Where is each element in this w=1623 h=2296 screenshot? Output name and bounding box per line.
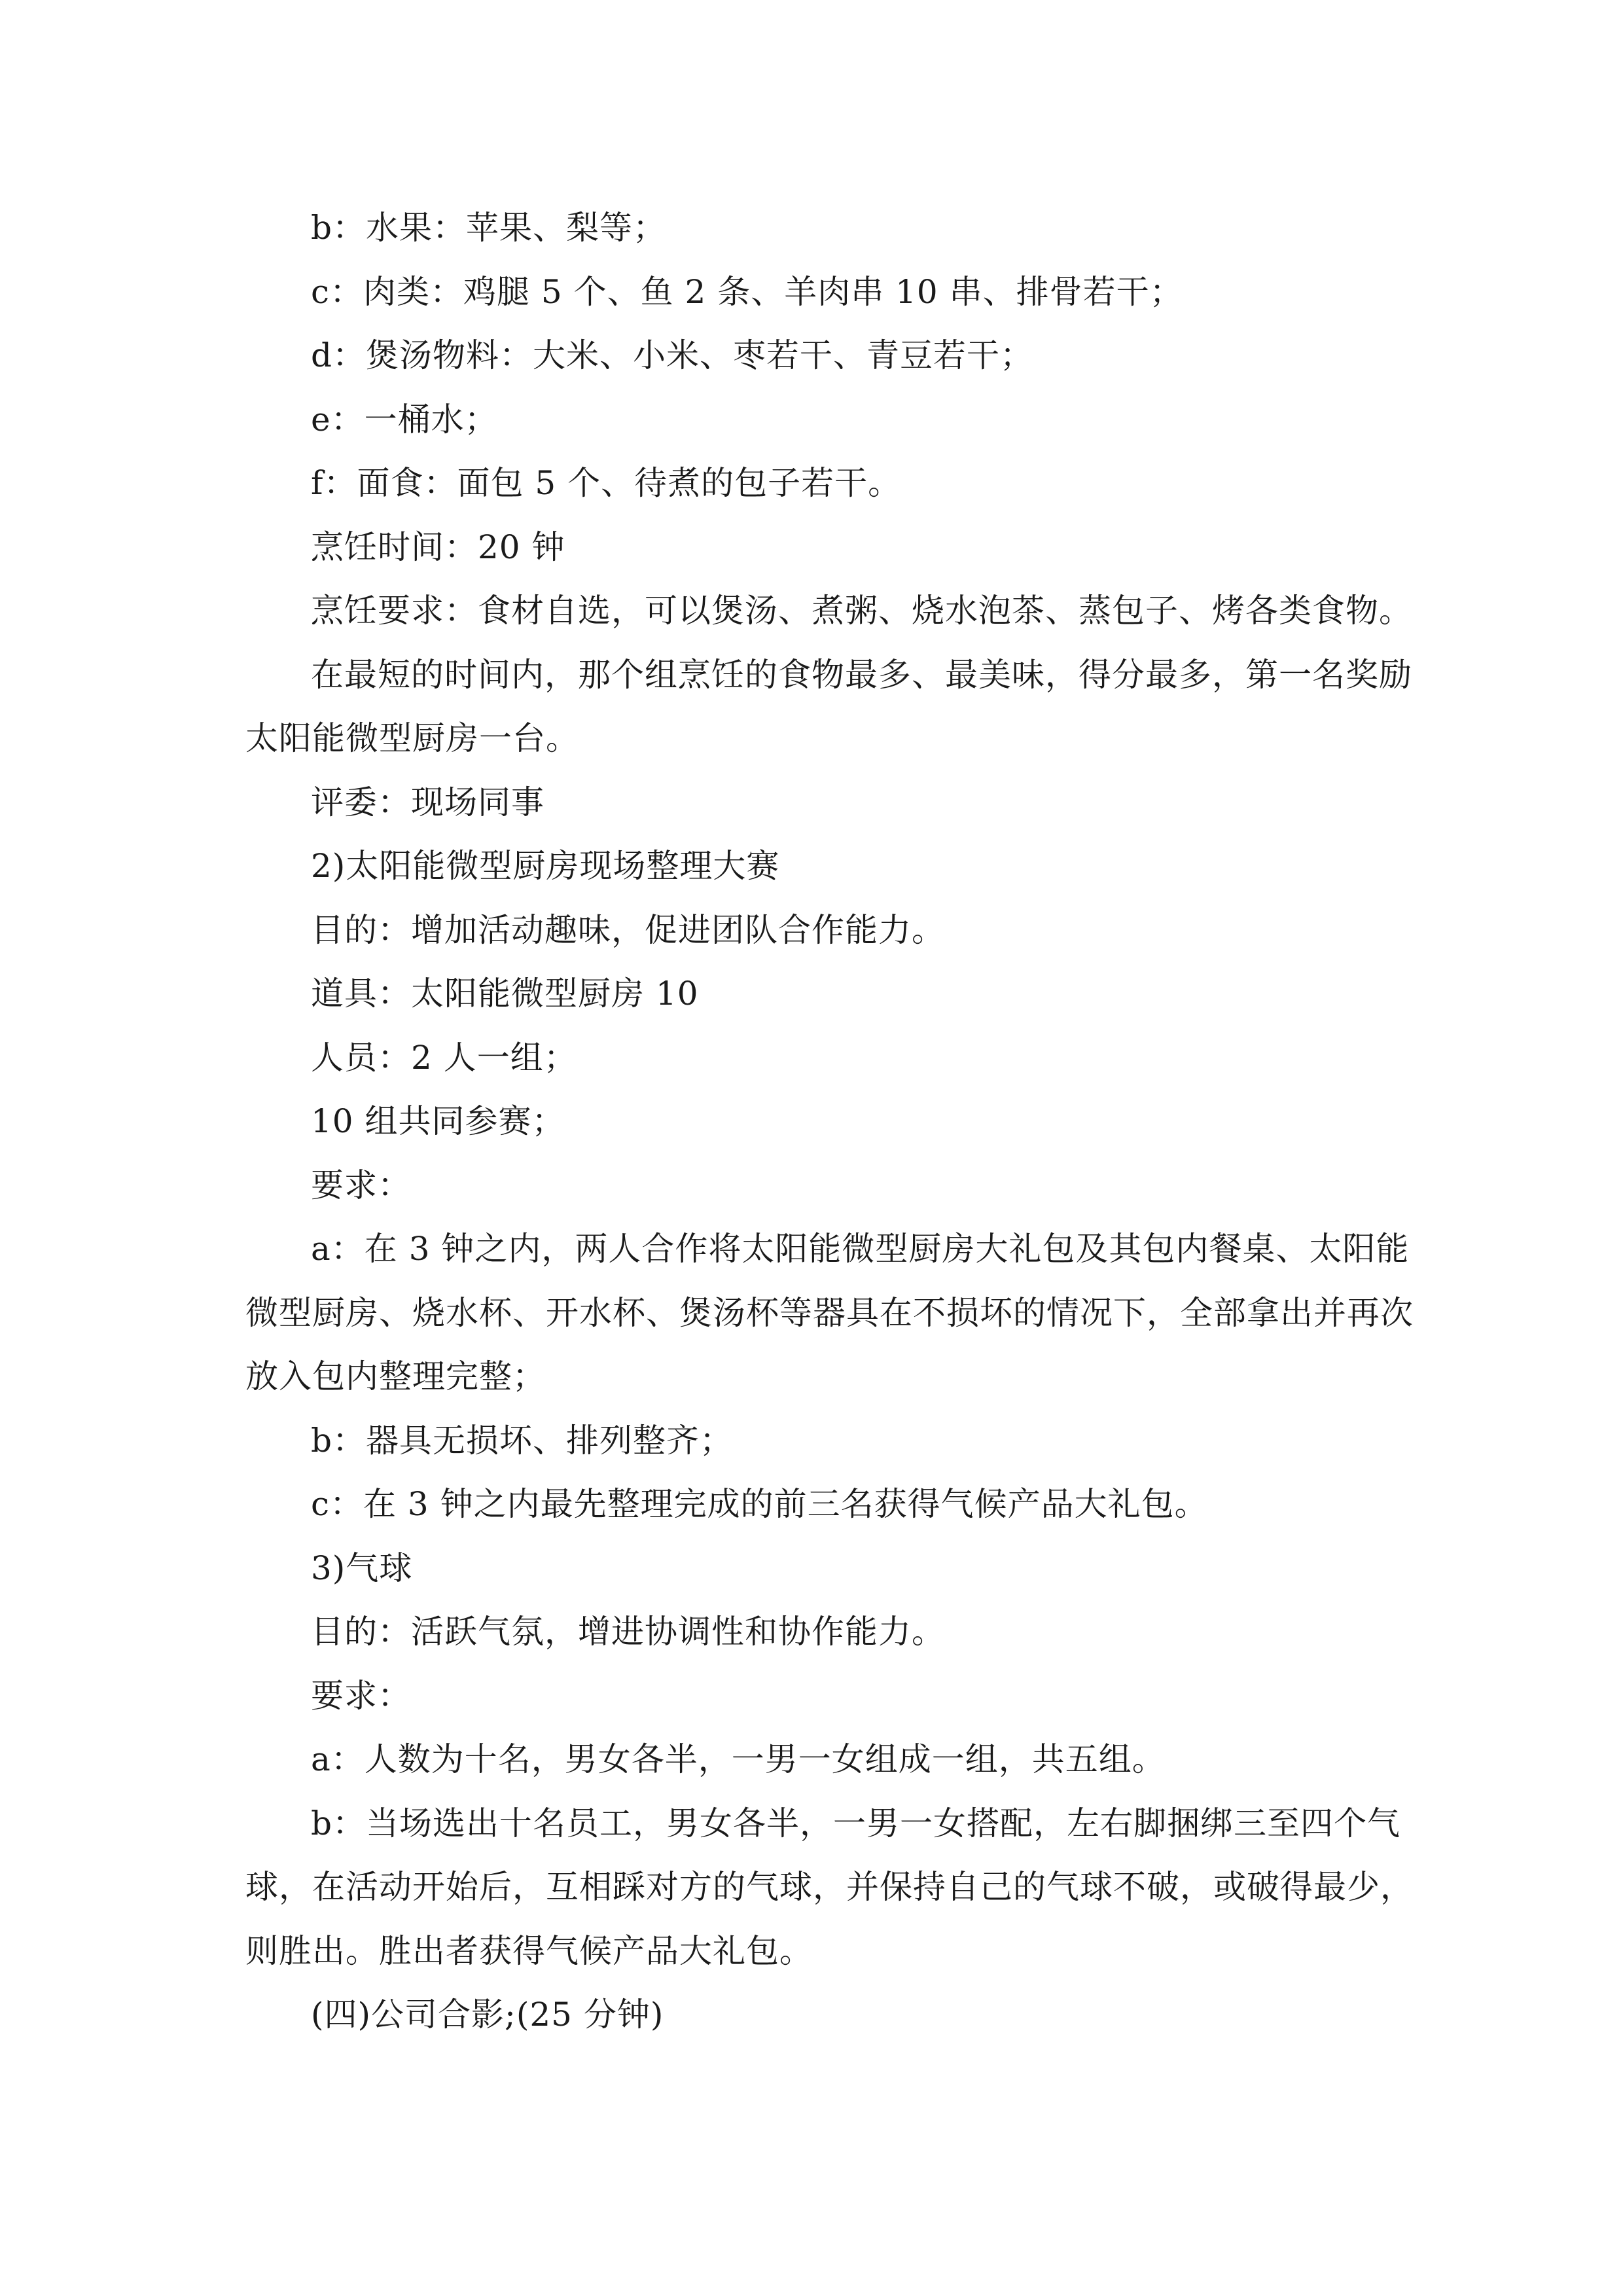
paragraph-cooking-time: 烹饪时间：20 钟	[311, 528, 565, 566]
paragraph-requirements-label-1: 要求：	[311, 1166, 411, 1204]
paragraph-scoring: 在最短的时间内，那个组烹饪的食物最多、最美味，得分最多，第一名奖励太阳能微型厨房一台。	[245, 655, 1412, 757]
paragraph-props: 道具：太阳能微型厨房 10	[311, 975, 699, 1013]
paragraph-purpose-2: 目的：活跃气氛，增进协调性和协作能力。	[311, 1613, 945, 1651]
paragraph-water: e：一桶水；	[311, 400, 498, 439]
paragraph-req-a: a：在 3 钟之内，两人合作将太阳能微型厨房大礼包及其包内餐桌、太阳能微型厨房、烧水杯、开水杯、煲汤杯等器具在不损坏的情况下，全部拿出并再次放入包内整理完整；	[245, 1230, 1414, 1395]
paragraph-meat: c：肉类：鸡腿 5 个、鱼 2 条、羊肉串 10 串、排骨若干；	[311, 272, 1183, 311]
paragraph-pastry: f：面食：面包 5 个、待煮的包子若干。	[311, 464, 902, 502]
heading-balloon: 3)气球	[311, 1549, 413, 1587]
paragraph-cooking-requirements: 烹饪要求：食材自选，可以煲汤、煮粥、烧水泡茶、蒸包子、烤各类食物。	[311, 592, 1412, 630]
paragraph-balloon-a: a：人数为十名，男女各半，一男一女组成一组，共五组。	[311, 1740, 1166, 1778]
document-body	[245, 196, 1417, 2047]
heading-kitchen-contest: 2)太阳能微型厨房现场整理大赛	[311, 847, 780, 885]
paragraph-balloon-b: b：当场选出十名员工，男女各半，一男一女搭配，左右脚捆绑三至四个气球，在活动开始后，互相踩对方的气球，并保持自己的气球不破，或破得最少，则胜出。胜出者获得气候产品大礼包。	[245, 1804, 1414, 1970]
paragraph-fruit: b：水果：苹果、梨等；	[311, 209, 667, 247]
paragraph-personnel: 人员：2 人一组；	[311, 1038, 577, 1077]
heading-group-photo: (四)公司合影;(25 分钟)	[311, 1996, 664, 2034]
paragraph-req-b: b：器具无损坏、排列整齐；	[311, 1421, 734, 1460]
paragraph-groups: 10 组共同参赛；	[311, 1102, 565, 1140]
paragraph-judges: 评委：现场同事	[311, 783, 544, 821]
paragraph-requirements-label-2: 要求：	[311, 1676, 411, 1715]
paragraph-purpose-1: 目的：增加活动趣味，促进团队合作能力。	[311, 910, 945, 949]
paragraph-req-c: c：在 3 钟之内最先整理完成的前三名获得气候产品大礼包。	[311, 1485, 1208, 1523]
paragraph-soup-ingredients: d：煲汤物料：大米、小米、枣若干、青豆若干；	[311, 336, 1034, 374]
